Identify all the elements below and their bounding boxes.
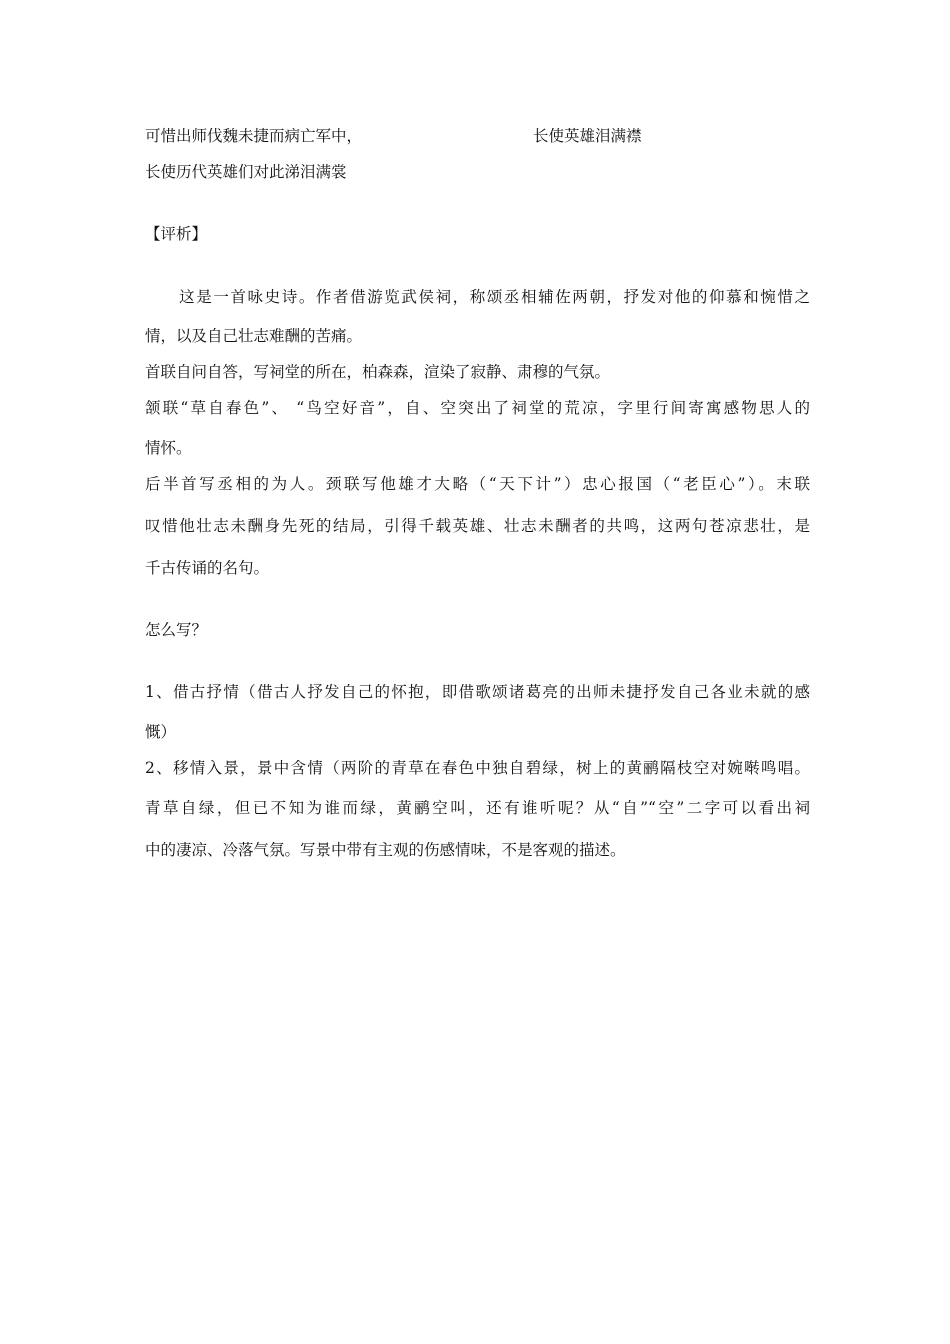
howto-item1-line2: 慨）: [145, 723, 177, 741]
analysis-para3-line2: 情怀。: [145, 439, 192, 457]
howto-item2-line1: 2、移情入景，景中含情（两阶的青草在春色中独自碧绿，树上的黄鹂隔枝空对婉啭鸣唱。: [145, 759, 810, 777]
analysis-para4-line3: 千古传诵的名句。: [145, 559, 270, 577]
howto-item2-line3: 中的凄凉、冷落气氛。写景中带有主观的伤感情味，不是客观的描述。: [145, 841, 626, 859]
analysis-para4-line2: 叹惜他壮志未酬身先死的结局，引得千载英雄、壮志未酬者的共鸣，这两句苍凉悲壮，是: [145, 517, 810, 535]
analysis-para1-line2: 情，以及自己壮志难酬的苦痛。: [145, 327, 363, 345]
howto-item2-line2: 青草自绿，但已不知为谁而绿，黄鹂空叫，还有谁听呢？从“自”“空”二字可以看出祠: [145, 799, 810, 817]
verse-line-1-left: 可惜出师伐魏未捷而病亡军中，: [145, 127, 363, 145]
verse-line-1-right: 长使英雄泪满襟: [533, 127, 642, 145]
analysis-para4-line1: 后半首写丞相的为人。颈联写他雄才大略（“天下计”）忠心报国（“老臣心”）。末联: [145, 475, 810, 493]
analysis-heading: 【评析】: [145, 225, 208, 243]
analysis-para3-line1: 颔联“草自春色”、 “鸟空好音”，自、空突出了祠堂的荒凉，字里行间寄寓感物思人的: [145, 399, 810, 417]
verse-line-2: 长使历代英雄们对此涕泪满裳: [145, 163, 347, 181]
analysis-para1-line1: 这是一首咏史诗。作者借游览武侯祠，称颂丞相辅佐两朝，抒发对他的仰慕和惋惜之: [145, 288, 810, 306]
analysis-para2: 首联自问自答，写祠堂的所在，柏森森，渲染了寂静、肃穆的气氛。: [145, 363, 611, 381]
howto-heading: 怎么写？: [145, 621, 208, 639]
howto-item1-line1: 1、借古抒情（借古人抒发自己的怀抱，即借歌颂诸葛亮的出师未捷抒发自己各业未就的感: [145, 683, 810, 701]
